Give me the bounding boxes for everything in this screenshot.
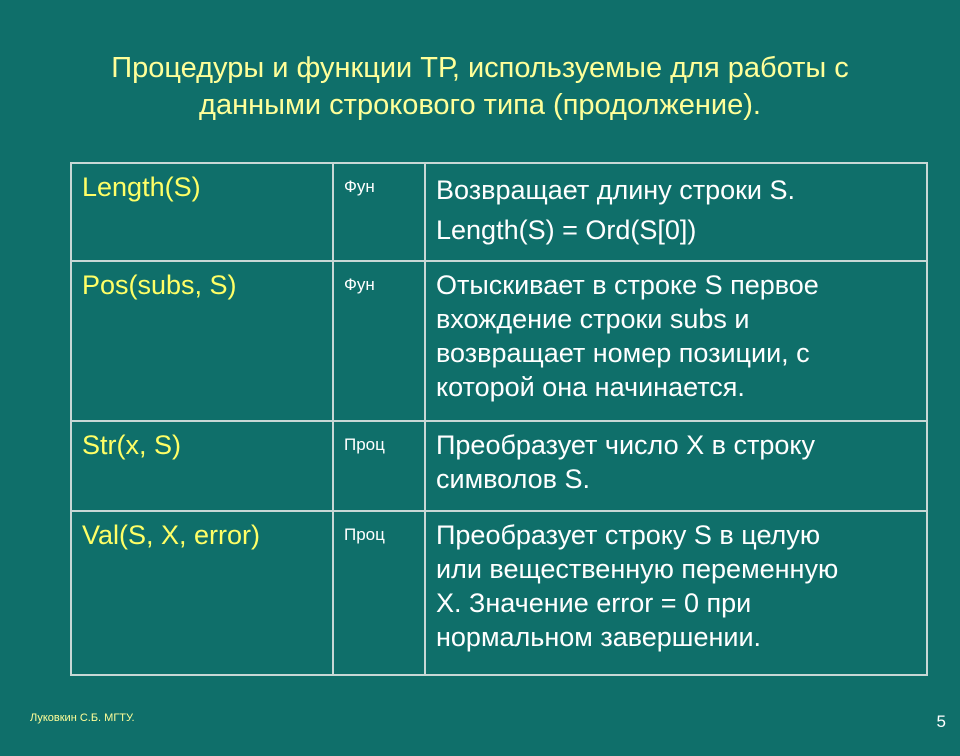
table-row [71,511,927,675]
function-kind-cell: Проц [333,511,425,675]
description-line: X. Значение error = 0 при [436,588,752,618]
function-kind-cell: Проц [333,421,425,511]
functions-table [70,162,928,676]
function-description-cell [425,421,927,511]
description-line: Преобразует строку S в целую [436,520,821,550]
description-line: символов S. [436,464,591,494]
function-kind-cell: Фун [333,163,425,261]
description-line: вхождение строки subs и [436,304,750,334]
function-kind-cell: Фун [333,261,425,421]
function-name-cell: Pos(subs, S) [71,261,333,421]
function-description-cell [425,261,927,421]
description-line: Length(S) = Ord(S[0]) [436,215,697,245]
description-line: которой она начинается. [436,372,745,402]
author-footer: Луковкин С.Б. МГТУ. [30,712,135,724]
table-row [71,421,927,511]
slide-title [40,50,920,124]
function-name-cell: Str(x, S) [71,421,333,511]
description-line: Преобразует число X в строку [436,430,816,460]
slide-title-line: данными строкового типа (продолжение). [199,89,761,121]
description-line: Возвращает длину строки S. [436,175,796,205]
function-name-cell: Length(S) [71,163,333,261]
table-row [71,163,927,261]
description-line: возвращает номер позиции, с [436,338,810,368]
description-line: или вещественную переменную [436,554,839,584]
function-description-cell [425,163,927,261]
table-row [71,261,927,421]
slide-title-line: Процедуры и функции ТР, используемые для работы с [111,52,849,84]
function-name-cell: Val(S, X, error) [71,511,333,675]
description-line: Отыскивает в строке S первое [436,270,819,300]
function-description-cell [425,511,927,675]
page-number: 5 [936,712,946,731]
description-line: нормальном завершении. [436,622,762,652]
